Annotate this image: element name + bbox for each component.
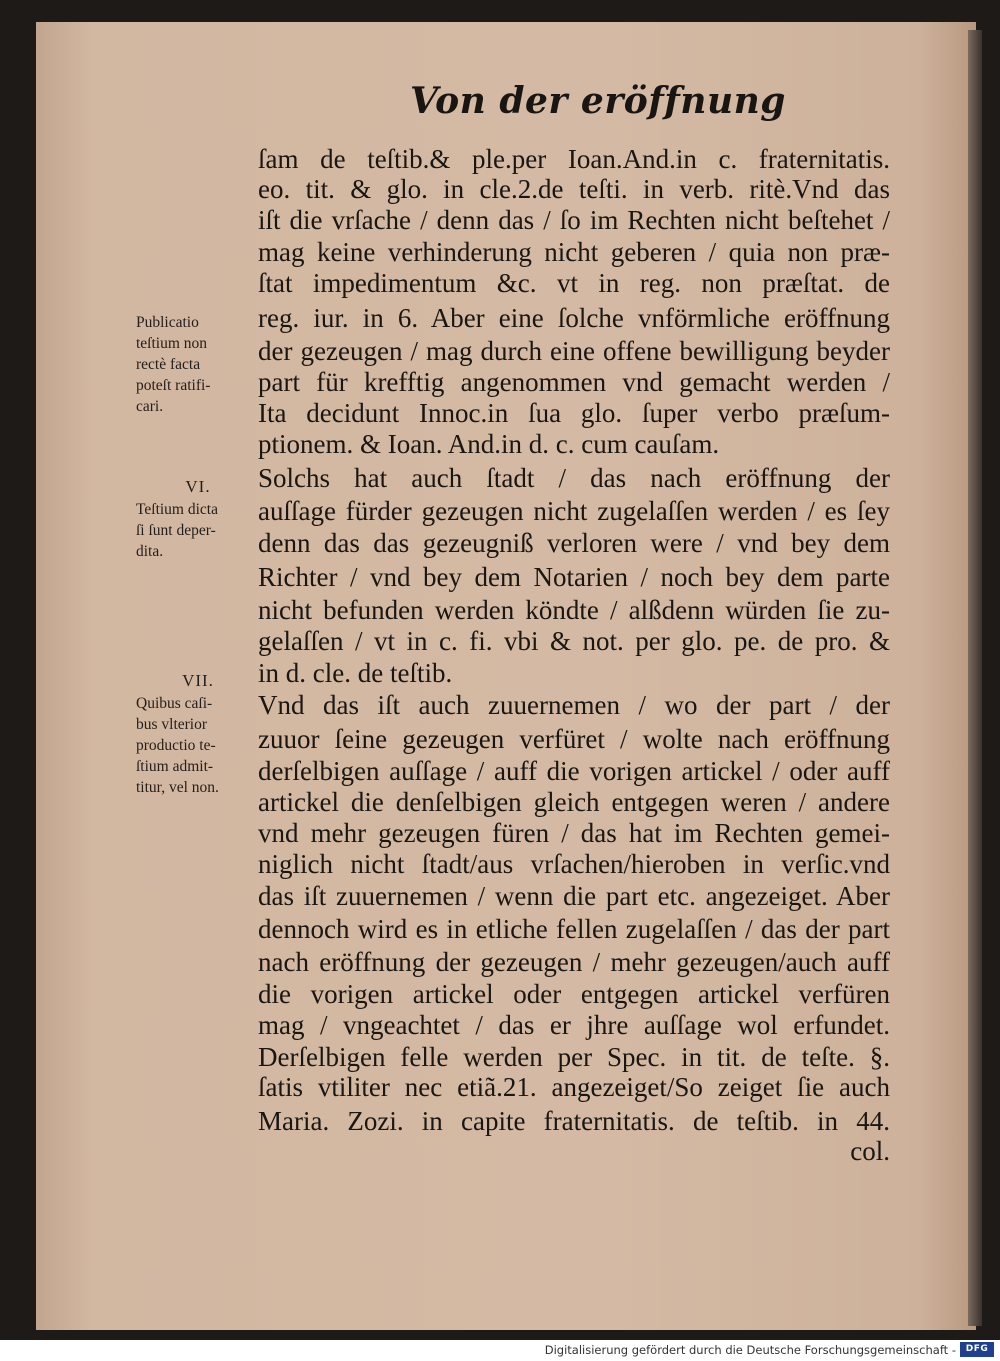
- marginal-line: titur, vel non.: [136, 779, 219, 796]
- body-line: gelaſſen / vt in c. fi. vbi & not. per glo. pe. de pro. &: [258, 626, 890, 656]
- marginal-line: ſi ſunt deper-: [136, 522, 216, 539]
- marginal-line: cari.: [136, 398, 164, 415]
- body-line: ptionem. & Ioan. And.in d. c. cum cauſam.: [258, 429, 720, 459]
- marginal-line: poteſt ratifi-: [136, 377, 211, 394]
- body-line: der gezeugen / mag durch eine offene bewilligung beyder: [258, 336, 890, 366]
- body-line: Richter / vnd bey dem Notarien / noch bey dem parte: [258, 562, 890, 592]
- body-line: auſſage fürder gezeugen nicht zugelaſſen werden / es ſey: [258, 496, 890, 526]
- marginal-line: productio te-: [136, 737, 216, 754]
- footer-bar: [0, 1340, 1000, 1361]
- marginal-line: bus vlterior: [136, 716, 208, 733]
- body-line: artickel die denſelbigen gleich entgegen weren / andere: [258, 787, 890, 817]
- body-line: eo. tit. & glo. in cle.2.de teſti. in verb. ritè.Vnd das: [258, 174, 890, 204]
- section-number: VII.: [182, 671, 214, 690]
- marginal-note: [136, 312, 260, 417]
- funding-credit: Digitalisierung gefördert durch die Deutsche Forschungsgemeinschaft -: [544, 1343, 956, 1357]
- body-line: ſatis vtiliter nec etiã.21. angezeiget/So zeiget ſie auch: [258, 1072, 890, 1102]
- section-number: VI.: [185, 477, 211, 496]
- body-line: dennoch wird es in etliche fellen zugelaſſen / das der part: [258, 914, 890, 944]
- body-line: Maria. Zozi. in capite fraternitatis. de teſtib. in 44.: [258, 1106, 890, 1136]
- body-line: part für krefftig angenommen vnd gemacht werden /: [258, 367, 890, 397]
- body-line: ſam de teſtib.& ple.per Ioan.And.in c. fraternitatis.: [258, 144, 890, 174]
- body-line: derſelbigen auſſage / auff die vorigen artickel / oder auff: [258, 756, 890, 786]
- body-line: ſtat impedimentum &c. vt in reg. non præſtat. de: [258, 268, 890, 298]
- body-line: Vnd das iſt auch zuuernemen / wo der part / der: [258, 690, 890, 720]
- body-line: reg. iur. in 6. Aber eine ſolche vnförmliche eröffnung: [258, 303, 890, 333]
- body-line: iſt die vrſache / denn das / ſo im Rechten nicht beſtehet /: [258, 205, 890, 235]
- body-line: col.: [850, 1136, 890, 1166]
- body-line: niglich nicht ſtadt/aus vrſachen/hieroben in verſic.vnd: [258, 849, 890, 879]
- marginal-line: Publicatio: [136, 314, 199, 331]
- body-line: vnd mehr gezeugen füren / das hat im Rechten gemei-: [258, 818, 890, 848]
- body-line: in d. cle. de teſtib.: [258, 658, 453, 688]
- marginal-line: Quibus caſi-: [136, 695, 213, 712]
- body-line: denn das das gezeugniß verloren were / vnd bey dem: [258, 528, 890, 558]
- body-line: mag / vngeachtet / das er jhre auſſage wol erfundet.: [258, 1010, 890, 1040]
- body-line: zuuor ſeine gezeugen verfüret / wolte nach eröffnung: [258, 724, 890, 754]
- body-line: Ita decidunt Innoc.in ſua glo. ſuper verbo præſum-: [258, 398, 890, 428]
- marginal-line: rectè facta: [136, 356, 201, 373]
- marginal-line: ſtium admit-: [136, 758, 214, 775]
- marginal-line: teſtium non: [136, 335, 208, 352]
- body-line: nach eröffnung der gezeugen / mehr gezeugen/auch auff: [258, 947, 890, 977]
- page-edge: [968, 30, 982, 1326]
- marginal-note: [136, 670, 260, 798]
- body-line: Derſelbigen felle werden per Spec. in tit. de teſte. §.: [258, 1042, 890, 1072]
- body-line: Solchs hat auch ſtadt / das nach eröffnung der: [258, 463, 890, 493]
- body-line: die vorigen artickel oder entgegen artickel verfüren: [258, 979, 890, 1009]
- body-line: mag keine verhinderung nicht geberen / quia non præ-: [258, 237, 890, 267]
- marginal-line: dita.: [136, 543, 164, 560]
- marginal-line: Teſtium dicta: [136, 501, 218, 518]
- running-head: Von der eröffnung: [410, 80, 786, 122]
- body-line: das iſt zuuernemen / wenn die part etc. angezeiget. Aber: [258, 881, 890, 911]
- marginal-note: [136, 476, 260, 562]
- body-line: nicht befunden werden köndte / alßdenn würden ſie zu-: [258, 595, 890, 625]
- dfg-logo[interactable]: DFG: [960, 1342, 994, 1357]
